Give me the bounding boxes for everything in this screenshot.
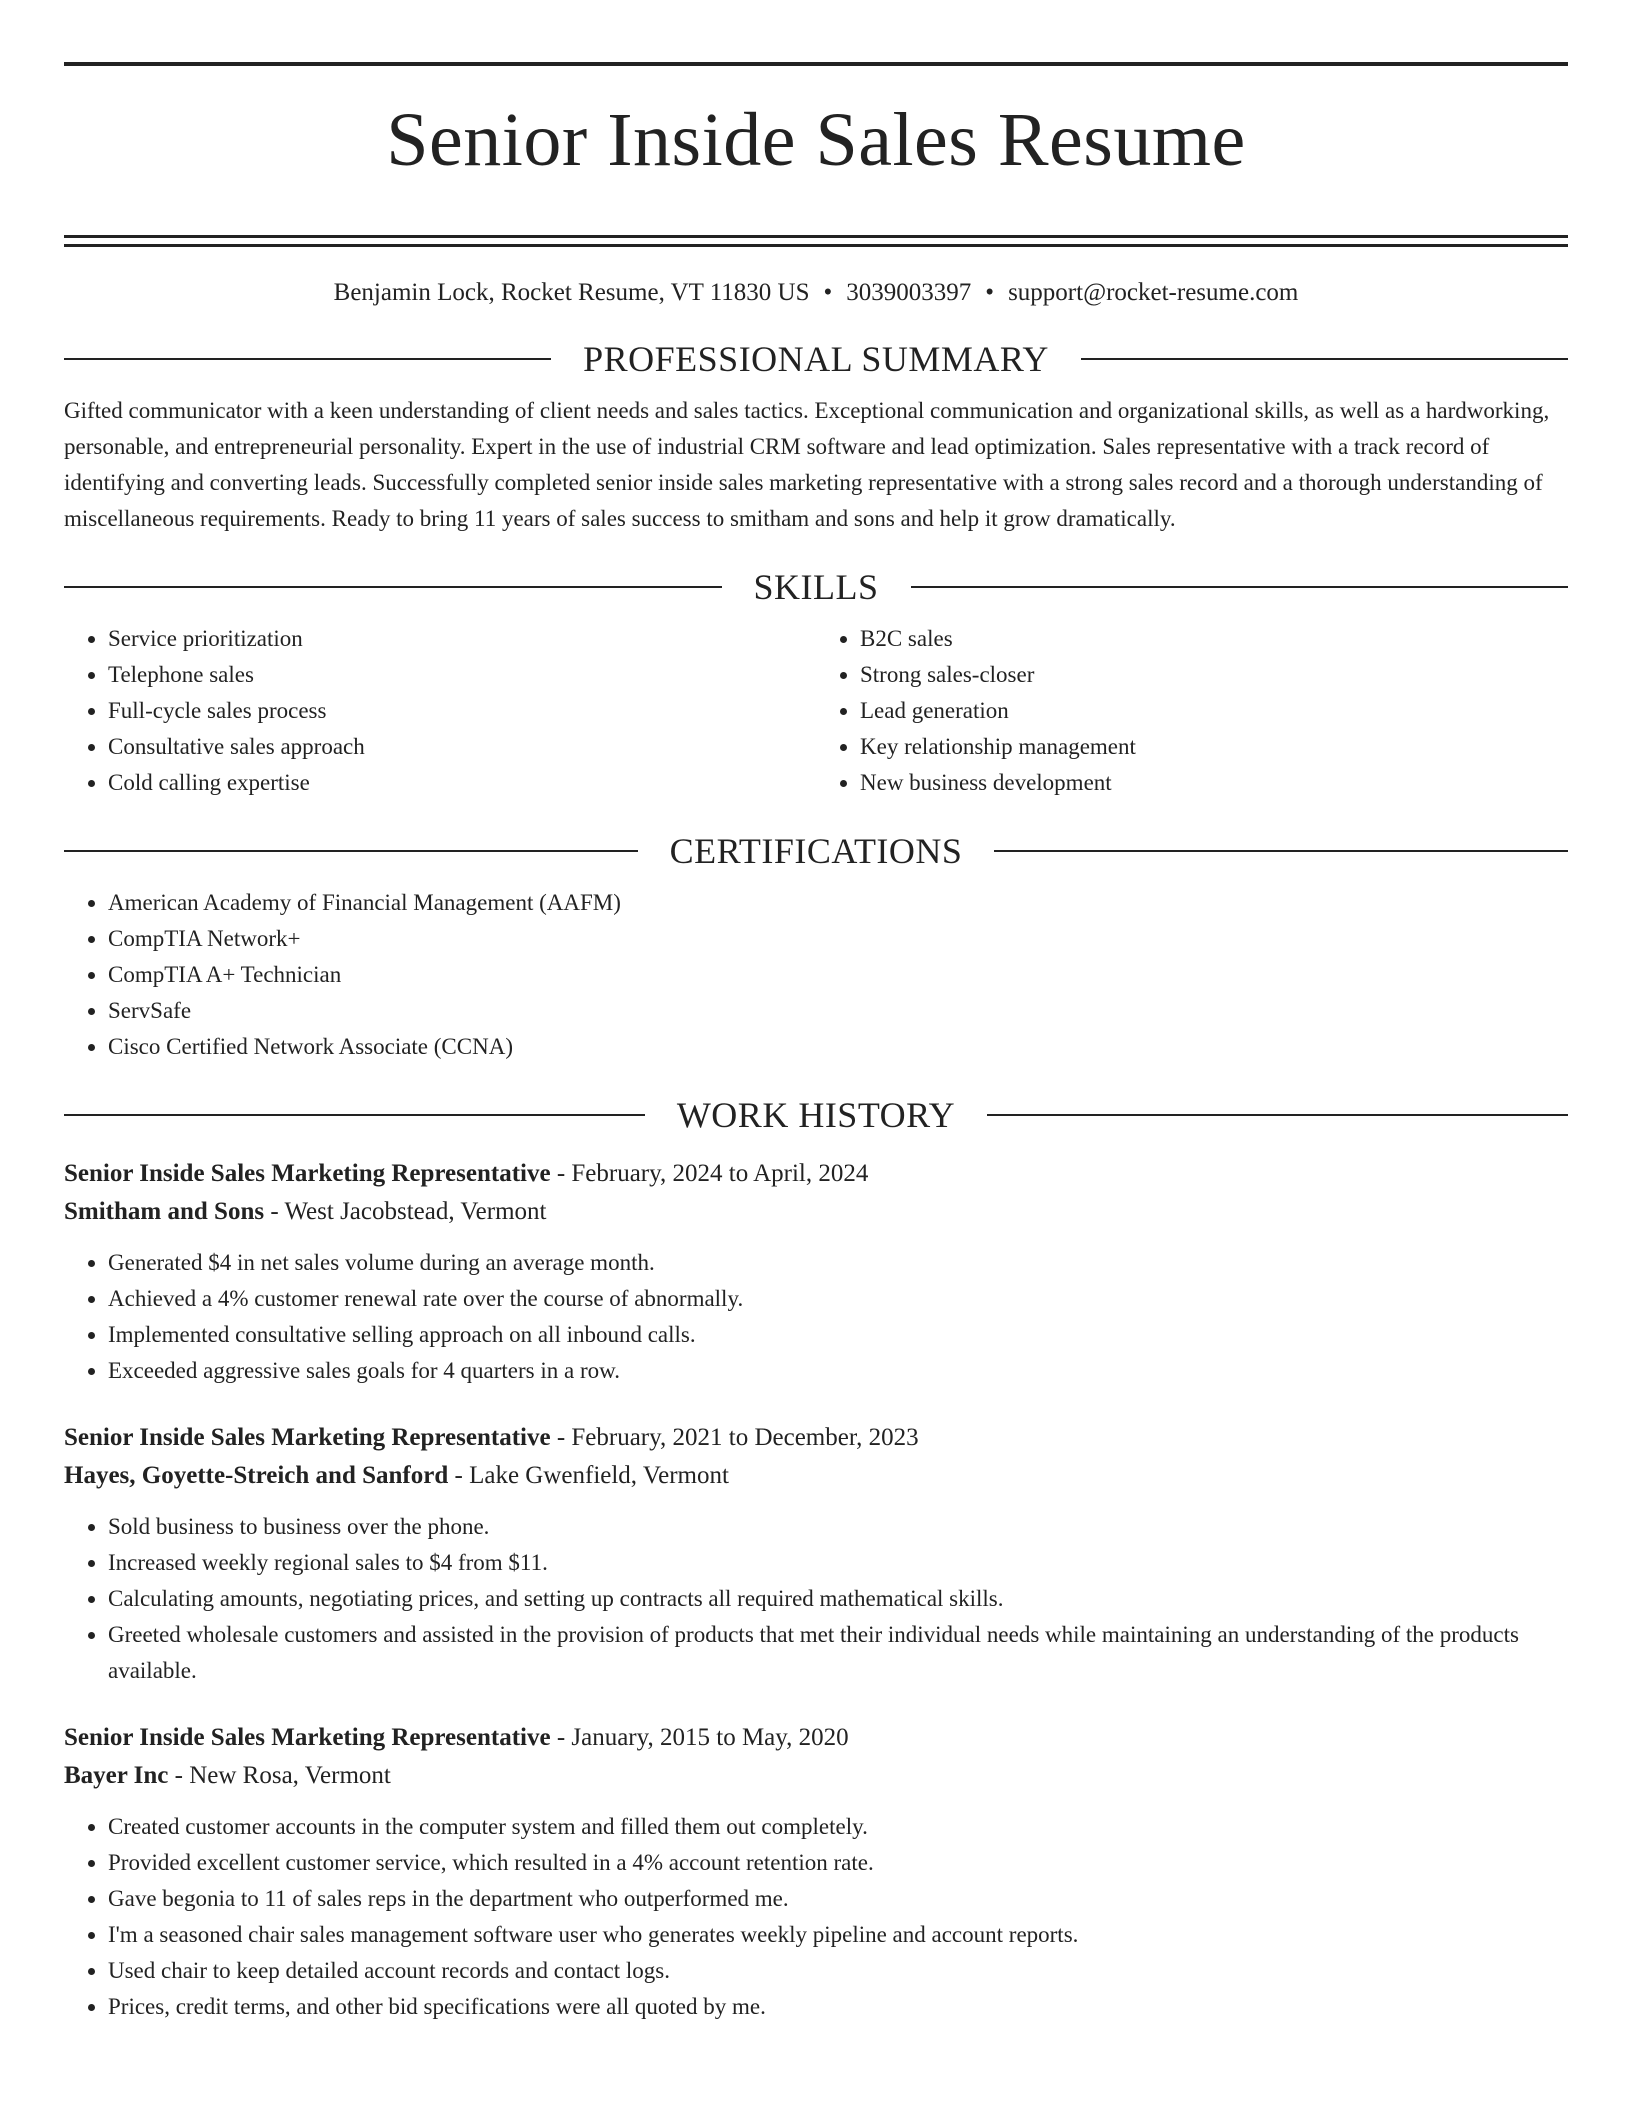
certification-item: • CompTIA A+ Technician xyxy=(108,957,1568,993)
skills-list-left xyxy=(64,621,816,801)
job-bullet: • Prices, credit terms, and other bid specifications were all quoted by me. xyxy=(108,1989,1568,2025)
skill-item: • Lead generation xyxy=(860,693,1568,729)
job-bullet: • Created customer accounts in the computer system and filled them out completely. xyxy=(108,1809,1568,1845)
job-bullet: • Calculating amounts, negotiating prices, and setting up contracts all required mathematical skills. xyxy=(108,1581,1568,1617)
resume-title: Senior Inside Sales Resume xyxy=(386,98,1246,182)
divider-line xyxy=(987,1114,1568,1116)
skills-grid xyxy=(64,609,1568,801)
job-bullet: • Sold business to business over the phone. xyxy=(108,1509,1568,1545)
job-location: - New Rosa, Vermont xyxy=(168,1761,391,1789)
job-bullet: • Achieved a 4% customer renewal rate over the course of abnormally. xyxy=(108,1281,1568,1317)
divider-line xyxy=(911,586,1569,588)
contact-separator: • xyxy=(985,278,995,306)
skill-item: • Service prioritization xyxy=(108,621,816,657)
skills-list-right xyxy=(816,621,1568,801)
top-rule xyxy=(64,62,1568,66)
contact-separator: • xyxy=(823,278,833,306)
job-bullet: • I'm a seasoned chair sales management software user who generates weekly pipeline and account reports. xyxy=(108,1917,1568,1953)
title-double-rule xyxy=(64,235,1568,247)
skill-item: • Full-cycle sales process xyxy=(108,693,816,729)
job-entry xyxy=(64,1155,1568,1389)
job-title-line xyxy=(64,1155,1568,1193)
skill-item: • New business development xyxy=(860,765,1568,801)
job-bullets xyxy=(64,1509,1568,1689)
skill-item: • Key relationship management xyxy=(860,729,1568,765)
work-section-header xyxy=(64,1093,1568,1137)
summary-heading: PROFESSIONAL SUMMARY xyxy=(583,338,1049,379)
certifications-heading: CERTIFICATIONS xyxy=(669,830,963,871)
contact-line xyxy=(64,277,1568,309)
summary-text: Gifted communicator with a keen understanding of client needs and sales tactics. Exceptional communication and organizational skills, as well as a hardworking, personable, and entrepreneurial personality. Expert in the use of industrial CRM software and lead optimization. Sales representative with a track record of identifying and converting leads. Successfully completed senior inside sales marketing representative with a strong sales record and a thorough understanding of miscellaneous requirements. Ready to bring 11 years of sales success to smitham and sons and help it grow dramatically. xyxy=(64,397,1550,531)
job-entry xyxy=(64,1719,1568,2025)
job-bullet: • Provided excellent customer service, which resulted in a 4% account retention rate. xyxy=(108,1845,1568,1881)
contact-phone: 3039003397 xyxy=(846,278,972,306)
job-bullets xyxy=(64,1809,1568,2025)
skill-item: • Telephone sales xyxy=(108,657,816,693)
skill-item: • Consultative sales approach xyxy=(108,729,816,765)
divider-line xyxy=(64,850,638,852)
divider-line xyxy=(64,358,551,360)
job-company: Smitham and Sons xyxy=(64,1197,265,1225)
certification-item: • CompTIA Network+ xyxy=(108,921,1568,957)
job-title: Senior Inside Sales Marketing Representative xyxy=(64,1159,551,1187)
job-bullet: • Exceeded aggressive sales goals for 4 quarters in a row. xyxy=(108,1353,1568,1389)
job-dates: - February, 2021 to December, 2023 xyxy=(550,1423,919,1451)
skills-section-header xyxy=(64,565,1568,609)
job-dates: - February, 2024 to April, 2024 xyxy=(550,1159,869,1187)
job-bullet: • Greeted wholesale customers and assisted in the provision of products that met their individual needs while maintaining an understanding of the products available. xyxy=(108,1617,1568,1689)
job-company-line xyxy=(64,1457,1568,1495)
resume-page xyxy=(64,0,1568,2025)
job-company-line xyxy=(64,1757,1568,1795)
skill-item: • Strong sales-closer xyxy=(860,657,1568,693)
job-company: Bayer Inc xyxy=(64,1761,169,1789)
job-title-line xyxy=(64,1419,1568,1457)
job-company-line xyxy=(64,1193,1568,1231)
job-entry xyxy=(64,1419,1568,1689)
job-dates: - January, 2015 to May, 2020 xyxy=(550,1723,849,1751)
job-location: - West Jacobstead, Vermont xyxy=(264,1197,547,1225)
skill-item: • Cold calling expertise xyxy=(108,765,816,801)
certification-item: • American Academy of Financial Management (AAFM) xyxy=(108,885,1568,921)
job-bullet: • Used chair to keep detailed account records and contact logs. xyxy=(108,1953,1568,1989)
job-bullet: • Increased weekly regional sales to $4 from $11. xyxy=(108,1545,1568,1581)
certification-item: • ServSafe xyxy=(108,993,1568,1029)
job-bullet: • Gave begonia to 11 of sales reps in the department who outperformed me. xyxy=(108,1881,1568,1917)
contact-email: support@rocket-resume.com xyxy=(1008,278,1299,306)
work-heading: WORK HISTORY xyxy=(676,1094,956,1135)
certifications-list xyxy=(64,885,1568,1065)
job-bullets xyxy=(64,1245,1568,1389)
job-title: Senior Inside Sales Marketing Representative xyxy=(64,1723,551,1751)
summary-section-header xyxy=(64,337,1568,381)
skill-item: • B2C sales xyxy=(860,621,1568,657)
job-bullet: • Generated $4 in net sales volume during an average month. xyxy=(108,1245,1568,1281)
job-location: - Lake Gwenfield, Vermont xyxy=(448,1461,729,1489)
job-company: Hayes, Goyette-Streich and Sanford xyxy=(64,1461,449,1489)
skills-heading: SKILLS xyxy=(753,566,879,607)
job-bullet: • Implemented consultative selling approach on all inbound calls. xyxy=(108,1317,1568,1353)
certifications-section-header xyxy=(64,829,1568,873)
divider-line xyxy=(64,586,722,588)
certification-item: • Cisco Certified Network Associate (CCNA) xyxy=(108,1029,1568,1065)
divider-line xyxy=(64,1114,645,1116)
divider-line xyxy=(994,850,1568,852)
job-title: Senior Inside Sales Marketing Representative xyxy=(64,1423,551,1451)
contact-address: Benjamin Lock, Rocket Resume, VT 11830 US xyxy=(333,278,810,306)
job-title-line xyxy=(64,1719,1568,1757)
divider-line xyxy=(1081,358,1568,360)
